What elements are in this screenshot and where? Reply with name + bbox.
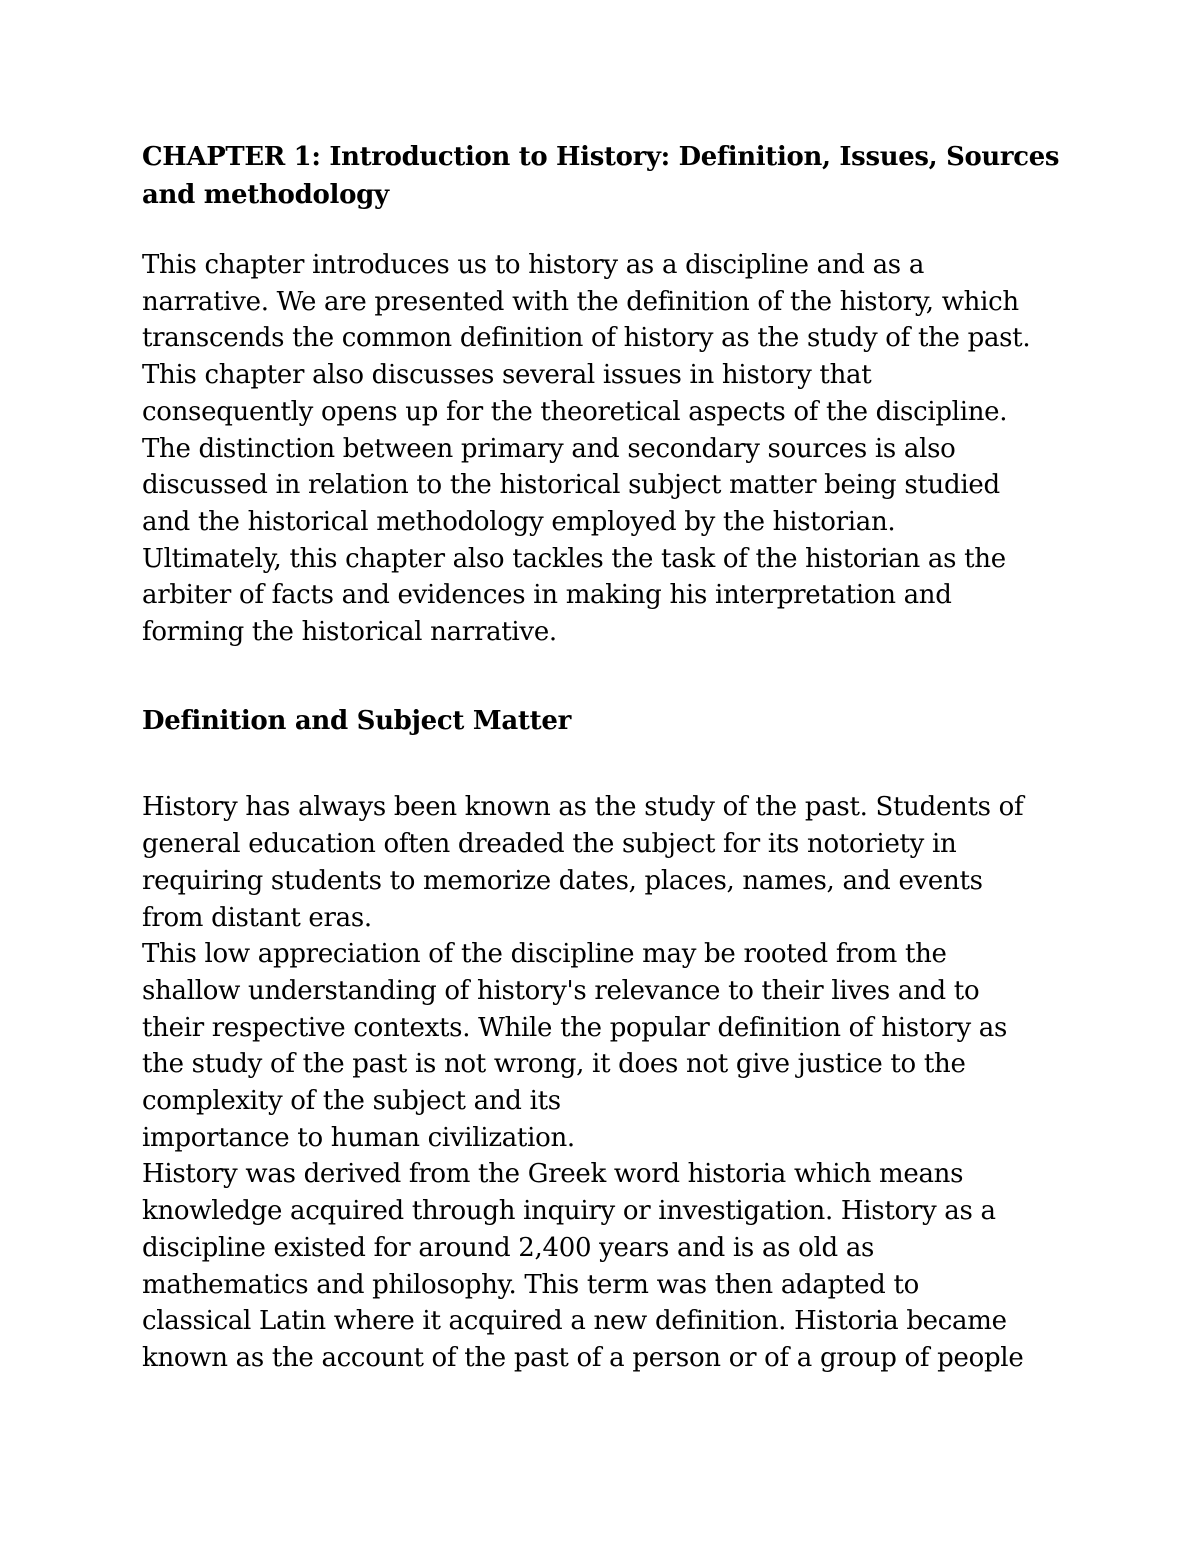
spacer xyxy=(142,651,1082,703)
intro-line: This chapter introduces us to history as a discipline and as a xyxy=(142,250,925,280)
section-paragraph xyxy=(142,789,1082,1376)
section-heading-text: Definition and Subject Matter xyxy=(142,705,571,736)
intro-line: The distinction between primary and secondary sources is also xyxy=(142,433,956,464)
section-line: general education often dreaded the subject for its notoriety in xyxy=(142,829,957,860)
intro-line: Ultimately, this chapter also tackles the task of the historian as the xyxy=(142,543,1006,574)
section-line: History has always been known as the study of the past. Students of xyxy=(142,792,1024,823)
section-line: mathematics and philosophy. This term was then adapted to xyxy=(142,1269,919,1300)
intro-line: forming the historical narrative. xyxy=(142,617,557,648)
intro-line: and the historical methodology employed by the historian. xyxy=(142,506,896,537)
section-line: complexity of the subject and its xyxy=(142,1086,561,1117)
chapter-title-line: and methodology xyxy=(142,180,389,210)
section-line: requiring students to memorize dates, places, names, and events xyxy=(142,865,983,896)
section-heading xyxy=(142,703,1082,740)
section-line: classical Latin where it acquired a new definition. Historia became xyxy=(142,1306,1007,1337)
intro-paragraph xyxy=(142,247,1082,651)
section-line: History was derived from the Greek word historia which means xyxy=(142,1159,964,1190)
section-line: known as the account of the past of a person or of a group of people xyxy=(142,1342,1024,1373)
section-line: This low appreciation of the discipline may be rooted from the xyxy=(142,939,947,970)
intro-line: arbiter of facts and evidences in making his interpretation and xyxy=(142,580,952,611)
section-line: the study of the past is not wrong, it does not give justice to the xyxy=(142,1049,966,1080)
section-line: shallow understanding of history's relevance to their lives and to xyxy=(142,975,980,1006)
section-line: importance to human civilization. xyxy=(142,1122,575,1153)
chapter-title-line: CHAPTER 1: Introduction to History: Definition, Issues, Sources xyxy=(142,142,1060,172)
section-line: their respective contexts. While the popular definition of history as xyxy=(142,1012,1008,1043)
document-body xyxy=(142,138,1082,1377)
chapter-title xyxy=(142,138,1082,214)
spacer xyxy=(142,214,1082,247)
spacer xyxy=(142,739,1082,789)
intro-line: transcends the common definition of history as the study of the past. xyxy=(142,323,1031,354)
section-line: knowledge acquired through inquiry or investigation. History as a xyxy=(142,1196,996,1227)
section-line: discipline existed for around 2,400 years and is as old as xyxy=(142,1232,875,1263)
intro-line: This chapter also discusses several issues in history that xyxy=(142,360,872,391)
intro-line: discussed in relation to the historical subject matter being studied xyxy=(142,470,1000,501)
section-line: from distant eras. xyxy=(142,902,372,933)
intro-line: narrative. We are presented with the definition of the history, which xyxy=(142,286,1019,317)
intro-line: consequently opens up for the theoretical aspects of the discipline. xyxy=(142,396,1008,427)
